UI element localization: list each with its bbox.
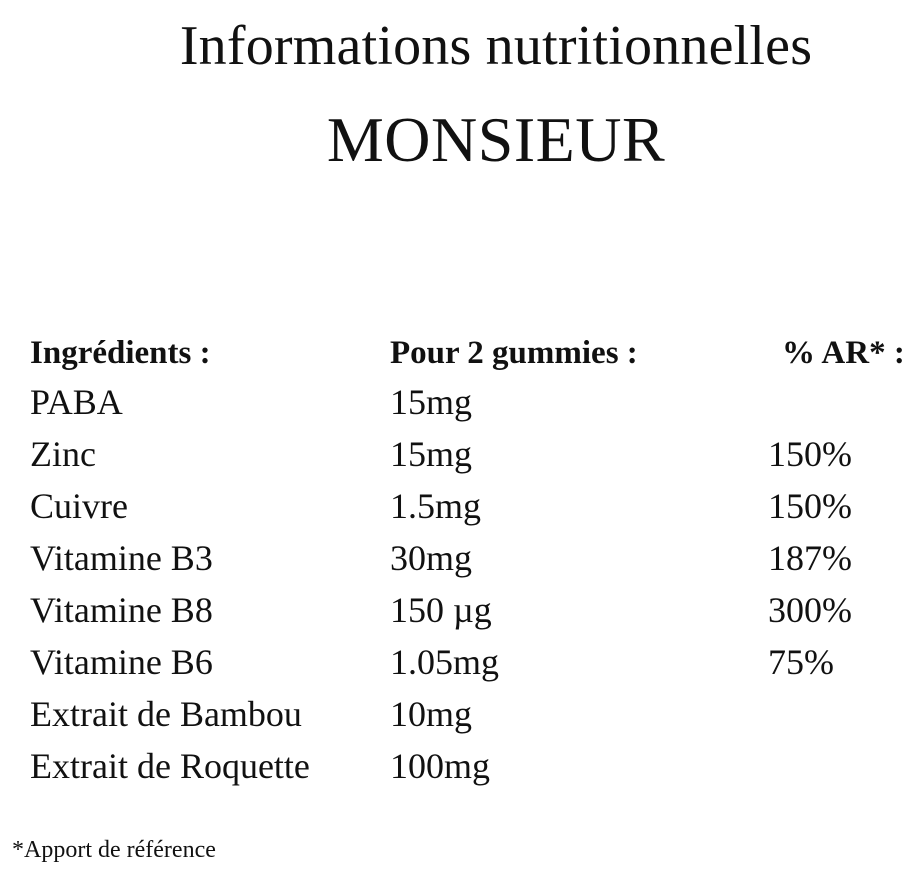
- ingredient-ar: 300%: [768, 590, 852, 630]
- ingredient-amount: 30mg: [390, 538, 473, 578]
- table-row: [30, 584, 910, 636]
- footnote: *Apport de référence: [12, 837, 216, 863]
- ingredient-name: Vitamine B8: [30, 590, 213, 630]
- ingredient-name: Extrait de Roquette: [30, 746, 310, 786]
- table-header-row: [30, 330, 910, 376]
- ingredient-amount: 15mg: [390, 434, 473, 474]
- ingredient-name: PABA: [30, 382, 123, 422]
- ingredient-amount: 150 µg: [390, 590, 492, 630]
- ingredient-name: Vitamine B6: [30, 642, 213, 682]
- ingredient-ar: 187%: [768, 538, 852, 578]
- header-ingredients: Ingrédients :: [30, 335, 211, 371]
- ingredient-amount: 1.5mg: [390, 486, 482, 526]
- ingredient-name: Extrait de Bambou: [30, 694, 302, 734]
- table-row: [30, 532, 910, 584]
- table-row: [30, 688, 910, 740]
- ingredient-name: Vitamine B3: [30, 538, 213, 578]
- ingredient-amount: 10mg: [390, 694, 473, 734]
- ingredient-ar: 75%: [768, 642, 834, 682]
- ingredient-name: Zinc: [30, 434, 96, 474]
- ingredient-amount: 100mg: [390, 746, 491, 786]
- ingredient-ar: 150%: [768, 434, 852, 474]
- header-reference-intake: % AR* :: [782, 335, 905, 371]
- nutrition-table: [30, 330, 910, 792]
- table-row: [30, 480, 910, 532]
- table-row: [30, 428, 910, 480]
- table-row: [30, 636, 910, 688]
- ingredient-amount: 15mg: [390, 382, 473, 422]
- ingredient-amount: 1.05mg: [390, 642, 500, 682]
- table-row: [30, 376, 910, 428]
- product-name: MONSIEUR: [326, 104, 666, 175]
- page-title: Informations nutritionnelles: [179, 15, 813, 77]
- table-row: [30, 740, 910, 792]
- ingredient-name: Cuivre: [30, 486, 128, 526]
- ingredient-ar: 150%: [768, 486, 852, 526]
- header-amount: Pour 2 gummies :: [390, 335, 638, 371]
